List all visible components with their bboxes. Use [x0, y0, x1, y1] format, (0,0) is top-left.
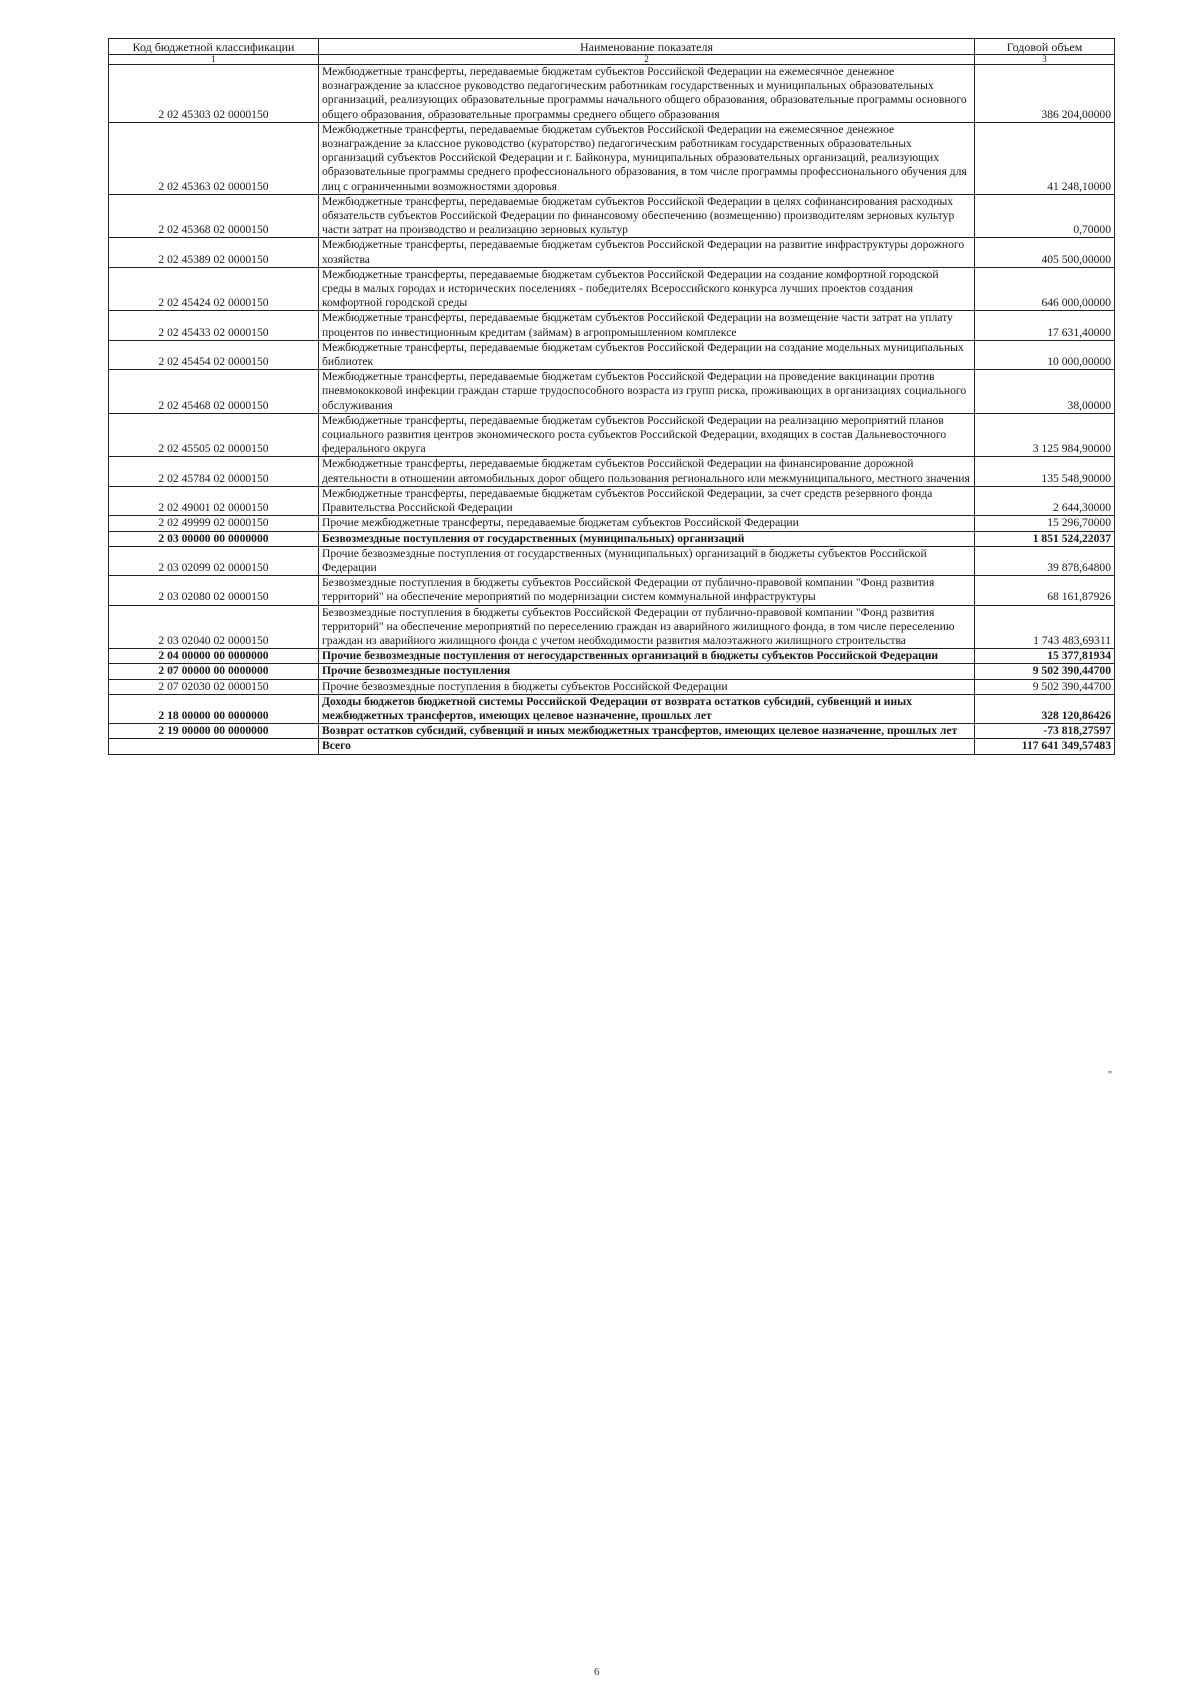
table-row	[109, 546, 1115, 575]
page-number: 6	[594, 1666, 600, 1678]
table-row	[109, 694, 1115, 723]
annual-volume-cell: 0,70000	[975, 194, 1115, 238]
annual-volume-cell: 9 502 390,44700	[975, 679, 1115, 694]
table-row	[109, 605, 1115, 649]
table-row	[109, 267, 1115, 311]
budget-code-cell: 2 02 45784 02 0000150	[109, 457, 319, 486]
indicator-name-cell: Безвозмездные поступления в бюджеты субъектов Российской Федерации от публично-правовой компании "Фонд развития территорий" на обеспечение мероприятий по модернизации систем коммунальной инфраструктуры	[319, 576, 975, 605]
table-row	[109, 122, 1115, 194]
annual-volume-cell: 117 641 349,57483	[975, 739, 1115, 754]
indicator-name-cell: Межбюджетные трансферты, передаваемые бюджетам субъектов Российской Федерации на реализацию мероприятий планов социального развития центров экономического роста субъектов Российской Федерации, входящих в состав Дальневосточного федерального округа	[319, 413, 975, 457]
budget-code-cell: 2 03 02099 02 0000150	[109, 546, 319, 575]
table-row	[109, 724, 1115, 739]
table-row	[109, 739, 1115, 754]
annual-volume-cell: 10 000,00000	[975, 340, 1115, 369]
budget-code-cell: 2 03 02080 02 0000150	[109, 576, 319, 605]
table-row	[109, 679, 1115, 694]
table-header-row	[109, 39, 1115, 55]
budget-code-cell: 2 02 45363 02 0000150	[109, 122, 319, 194]
table-row	[109, 516, 1115, 531]
annual-volume-cell: 15 296,70000	[975, 516, 1115, 531]
indicator-name-cell: Межбюджетные трансферты, передаваемые бюджетам субъектов Российской Федерации на создание модельных муниципальных библиотек	[319, 340, 975, 369]
budget-revenue-table	[108, 38, 1115, 755]
annual-volume-cell: 38,00000	[975, 370, 1115, 414]
budget-code-cell: 2 02 45389 02 0000150	[109, 238, 319, 267]
budget-code-cell: 2 02 49001 02 0000150	[109, 486, 319, 515]
table-row	[109, 194, 1115, 238]
budget-code-cell: 2 02 45433 02 0000150	[109, 311, 319, 340]
annual-volume-cell: 2 644,30000	[975, 486, 1115, 515]
indicator-name-cell: Межбюджетные трансферты, передаваемые бюджетам субъектов Российской Федерации на проведение вакцинации против пневмококковой инфекции граждан старше трудоспособного возраста из групп риска, проживающих в организациях социального обслуживания	[319, 370, 975, 414]
annual-volume-cell: 328 120,86426	[975, 694, 1115, 723]
annual-volume-cell: -73 818,27597	[975, 724, 1115, 739]
budget-code-cell: 2 07 02030 02 0000150	[109, 679, 319, 694]
indicator-name-cell: Возврат остатков субсидий, субвенций и иных межбюджетных трансфертов, имеющих целевое назначение, прошлых лет	[319, 724, 975, 739]
budget-code-cell: 2 18 00000 00 0000000	[109, 694, 319, 723]
table-row	[109, 486, 1115, 515]
annual-volume-cell: 1 851 524,22037	[975, 531, 1115, 546]
budget-code-cell: 2 02 45303 02 0000150	[109, 65, 319, 123]
budget-code-cell: 2 02 45454 02 0000150	[109, 340, 319, 369]
indicator-name-cell: Межбюджетные трансферты, передаваемые бюджетам субъектов Российской Федерации на финансирование дорожной деятельности в отношении автомобильных дорог общего пользования регионального или межмуниципального, местного значения	[319, 457, 975, 486]
table-row	[109, 370, 1115, 414]
table-row	[109, 413, 1115, 457]
indicator-name-cell: Межбюджетные трансферты, передаваемые бюджетам субъектов Российской Федерации на создание комфортной городской среды в малых городах и исторических поселениях - победителях Всероссийского конкурса лучших проектов создания комфортной городской среды	[319, 267, 975, 311]
annual-volume-cell: 15 377,81934	[975, 649, 1115, 664]
header-volume: Годовой объем	[975, 39, 1115, 55]
closing-quote-mark: "	[1108, 1070, 1113, 1081]
table-row	[109, 531, 1115, 546]
annual-volume-cell: 1 743 483,69311	[975, 605, 1115, 649]
budget-code-cell: 2 02 45468 02 0000150	[109, 370, 319, 414]
header-name: Наименование показателя	[319, 39, 975, 55]
budget-code-cell	[109, 739, 319, 754]
table-row	[109, 340, 1115, 369]
table-row	[109, 311, 1115, 340]
header-code: Код бюджетной классификации	[109, 39, 319, 55]
indicator-name-cell: Межбюджетные трансферты, передаваемые бюджетам субъектов Российской Федерации на возмещение части затрат на уплату процентов по инвестиционным кредитам (займам) в агропромышленном комплексе	[319, 311, 975, 340]
indicator-name-cell: Безвозмездные поступления в бюджеты субъектов Российской Федерации от публично-правовой компании "Фонд развития территорий" на обеспечение мероприятий по переселению граждан из аварийного жилищного фонда, в том числе переселению граждан из аварийного жилищного фонда с учетом необходимости развития малоэтажного жилищного строительства	[319, 605, 975, 649]
indicator-name-cell: Прочие безвозмездные поступления	[319, 664, 975, 679]
annual-volume-cell: 386 204,00000	[975, 65, 1115, 123]
annual-volume-cell: 405 500,00000	[975, 238, 1115, 267]
annual-volume-cell: 9 502 390,44700	[975, 664, 1115, 679]
indicator-name-cell: Межбюджетные трансферты, передаваемые бюджетам субъектов Российской Федерации, за счет средств резервного фонда Правительства Российской Федерации	[319, 486, 975, 515]
budget-code-cell: 2 02 45505 02 0000150	[109, 413, 319, 457]
annual-volume-cell: 3 125 984,90000	[975, 413, 1115, 457]
indicator-name-cell: Безвозмездные поступления от государственных (муниципальных) организаций	[319, 531, 975, 546]
indicator-name-cell: Прочие безвозмездные поступления от государственных (муниципальных) организаций в бюджеты субъектов Российской Федерации	[319, 546, 975, 575]
indicator-name-cell: Межбюджетные трансферты, передаваемые бюджетам субъектов Российской Федерации в целях софинансирования расходных обязательств субъектов Российской Федерации по финансовому обеспечению (возмещению) производителям зерновых культур части затрат на производство и реализацию зерновых культур	[319, 194, 975, 238]
indicator-name-cell: Прочие безвозмездные поступления от негосударственных организаций в бюджеты субъектов Российской Федерации	[319, 649, 975, 664]
budget-code-cell: 2 02 49999 02 0000150	[109, 516, 319, 531]
table-row	[109, 238, 1115, 267]
annual-volume-cell: 135 548,90000	[975, 457, 1115, 486]
indicator-name-cell: Прочие безвозмездные поступления в бюджеты субъектов Российской Федерации	[319, 679, 975, 694]
budget-code-cell: 2 19 00000 00 0000000	[109, 724, 319, 739]
budget-code-cell: 2 07 00000 00 0000000	[109, 664, 319, 679]
column-number-1: 1	[109, 55, 319, 65]
indicator-name-cell: Всего	[319, 739, 975, 754]
indicator-name-cell: Прочие межбюджетные трансферты, передаваемые бюджетам субъектов Российской Федерации	[319, 516, 975, 531]
table-row	[109, 649, 1115, 664]
budget-code-cell: 2 02 45368 02 0000150	[109, 194, 319, 238]
column-number-3: 3	[975, 55, 1115, 65]
budget-code-cell: 2 03 02040 02 0000150	[109, 605, 319, 649]
indicator-name-cell: Межбюджетные трансферты, передаваемые бюджетам субъектов Российской Федерации на ежемесячное денежное вознаграждение за классное руководство педагогическим работникам государственных и муниципальных образовательных организаций, реализующих образовательные программы начального общего образования, образовательные программы основного общего образования, образовательные программы среднего общего образования	[319, 65, 975, 123]
annual-volume-cell: 41 248,10000	[975, 122, 1115, 194]
indicator-name-cell: Доходы бюджетов бюджетной системы Российской Федерации от возврата остатков субсидий, субвенций и иных межбюджетных трансфертов, имеющих целевое назначение, прошлых лет	[319, 694, 975, 723]
table-row	[109, 576, 1115, 605]
annual-volume-cell: 68 161,87926	[975, 576, 1115, 605]
table-body	[109, 65, 1115, 755]
indicator-name-cell: Межбюджетные трансферты, передаваемые бюджетам субъектов Российской Федерации на развитие инфраструктуры дорожного хозяйства	[319, 238, 975, 267]
column-number-row	[109, 55, 1115, 65]
annual-volume-cell: 646 000,00000	[975, 267, 1115, 311]
budget-code-cell: 2 04 00000 00 0000000	[109, 649, 319, 664]
indicator-name-cell: Межбюджетные трансферты, передаваемые бюджетам субъектов Российской Федерации на ежемесячное денежное вознаграждение за классное руководство (кураторство) педагогическим работникам государственных образовательных организаций субъектов Российской Федерации и г. Байконура, муниципальных образовательных организаций, реализующих образовательные программы среднего профессионального образования, в том числе программы профессионального обучения для лиц с ограниченными возможностями здоровья	[319, 122, 975, 194]
annual-volume-cell: 39 878,64800	[975, 546, 1115, 575]
table-row	[109, 664, 1115, 679]
budget-code-cell: 2 03 00000 00 0000000	[109, 531, 319, 546]
annual-volume-cell: 17 631,40000	[975, 311, 1115, 340]
budget-code-cell: 2 02 45424 02 0000150	[109, 267, 319, 311]
table-row	[109, 65, 1115, 123]
column-number-2: 2	[319, 55, 975, 65]
table-row	[109, 457, 1115, 486]
